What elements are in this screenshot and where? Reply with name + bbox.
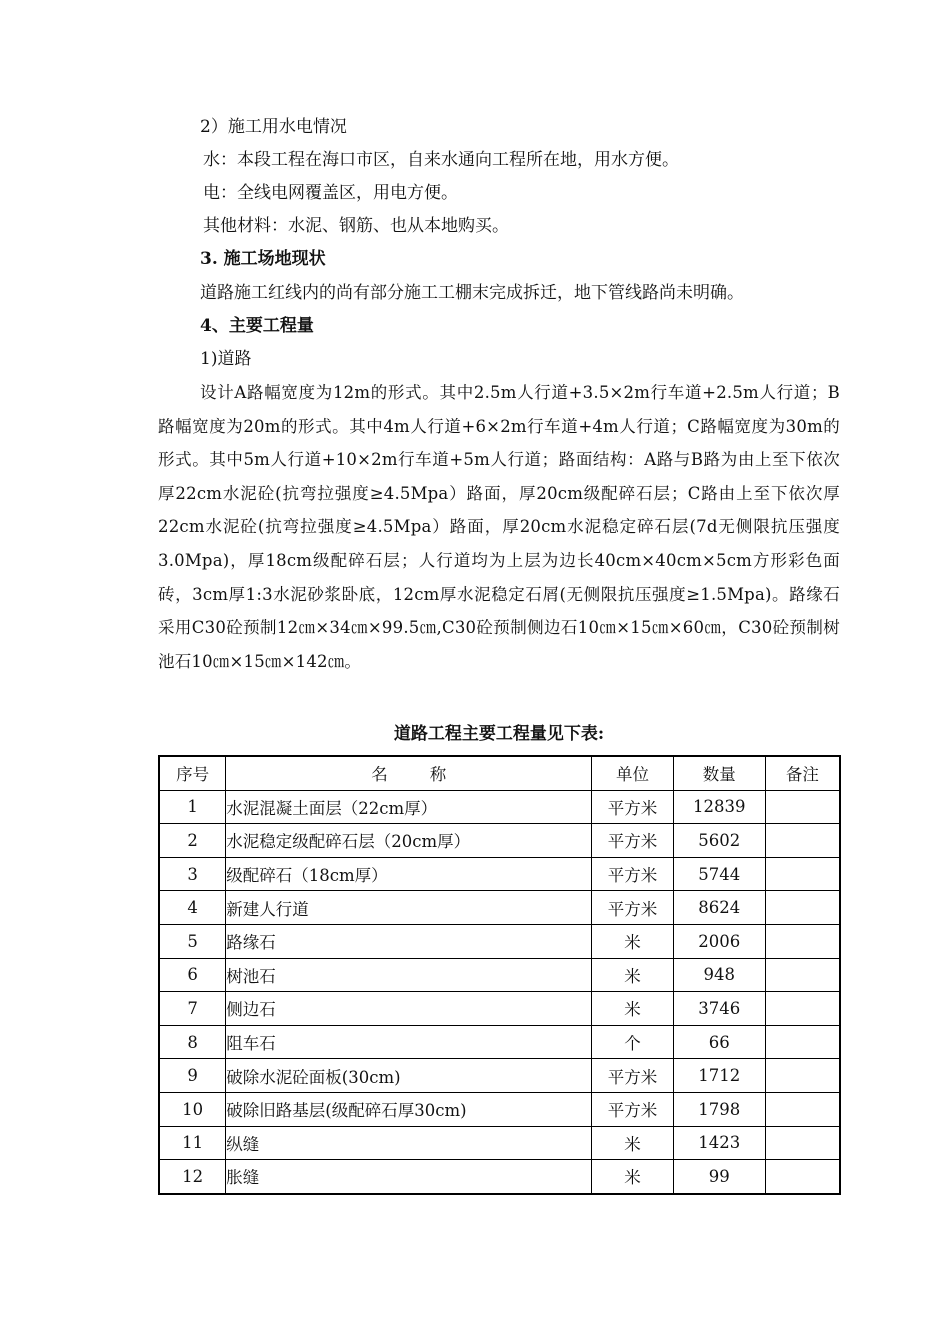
header-remark: 备注 <box>765 756 840 790</box>
header-unit: 单位 <box>592 756 674 790</box>
row-quantity-cell: 99 <box>673 1160 765 1194</box>
row-index-cell: 10 <box>159 1092 226 1126</box>
table-row <box>159 958 840 992</box>
row-quantity-cell: 66 <box>673 1025 765 1059</box>
row-index-cell: 9 <box>159 1059 226 1093</box>
row-quantity-cell: 5602 <box>673 824 765 858</box>
row-remark-cell <box>765 891 840 925</box>
table-body <box>159 790 840 1194</box>
row-remark-cell <box>765 992 840 1026</box>
row-unit-cell: 平方米 <box>592 857 674 891</box>
road-subheading: 1)道路 <box>200 349 252 369</box>
row-index-cell: 2 <box>159 824 226 858</box>
row-unit-cell: 米 <box>592 1126 674 1160</box>
row-name-cell: 水泥混凝土面层（22cm厚） <box>226 790 592 824</box>
row-quantity-cell: 1798 <box>673 1092 765 1126</box>
row-unit-cell: 米 <box>592 992 674 1026</box>
row-index-cell: 4 <box>159 891 226 925</box>
row-index-cell: 8 <box>159 1025 226 1059</box>
table-row <box>159 891 840 925</box>
row-unit-cell: 个 <box>592 1025 674 1059</box>
table-row <box>159 1092 840 1126</box>
site-status-heading: 3. 施工场地现状 <box>200 249 326 269</box>
row-remark-cell <box>765 1092 840 1126</box>
row-quantity-cell: 948 <box>673 958 765 992</box>
table-row <box>159 824 840 858</box>
row-remark-cell <box>765 958 840 992</box>
row-unit-cell: 米 <box>592 1160 674 1194</box>
quantities-table <box>158 755 841 1195</box>
row-remark-cell <box>765 1059 840 1093</box>
row-index-cell: 6 <box>159 958 226 992</box>
row-name-cell: 路缘石 <box>226 924 592 958</box>
row-remark-cell <box>765 857 840 891</box>
row-remark-cell <box>765 1025 840 1059</box>
header-index: 序号 <box>159 756 226 790</box>
row-unit-cell: 平方米 <box>592 1092 674 1126</box>
table-row <box>159 1126 840 1160</box>
row-quantity-cell: 12839 <box>673 790 765 824</box>
table-row <box>159 992 840 1026</box>
power-supply-text: 电：全线电网覆盖区，用电方便。 <box>203 183 458 203</box>
row-remark-cell <box>765 1126 840 1160</box>
row-name-cell: 水泥稳定级配碎石层（20cm厚） <box>226 824 592 858</box>
row-index-cell: 1 <box>159 790 226 824</box>
row-quantity-cell: 1423 <box>673 1126 765 1160</box>
row-name-cell: 侧边石 <box>226 992 592 1026</box>
row-name-cell: 阻车石 <box>226 1025 592 1059</box>
row-unit-cell: 平方米 <box>592 790 674 824</box>
row-index-cell: 11 <box>159 1126 226 1160</box>
table-caption: 道路工程主要工程量见下表: <box>393 724 605 744</box>
row-remark-cell <box>765 790 840 824</box>
row-name-cell: 新建人行道 <box>226 891 592 925</box>
row-remark-cell <box>765 824 840 858</box>
site-status-text: 道路施工红线内的尚有部分施工工棚末完成拆迁，地下管线路尚未明确。 <box>200 283 744 303</box>
row-unit-cell: 平方米 <box>592 824 674 858</box>
table-header-row <box>159 756 840 790</box>
row-remark-cell <box>765 924 840 958</box>
header-quantity: 数量 <box>673 756 765 790</box>
row-quantity-cell: 8624 <box>673 891 765 925</box>
other-materials-text: 其他材料：水泥、钢筋、也从本地购买。 <box>203 216 509 236</box>
row-name-cell: 破除水泥砼面板(30cm) <box>226 1059 592 1093</box>
header-name-label: 名称 <box>371 765 489 785</box>
header-name <box>226 756 592 790</box>
water-supply-text: 水：本段工程在海口市区，自来水通向工程所在地，用水方便。 <box>203 150 679 170</box>
road-design-paragraph: 设计A路幅宽度为12m的形式。其中2.5m人行道+3.5×2m行车道+2.5m人行道；B路幅宽度为20m的形式。其中4m人行道+6×2m行车道+4m人行道；C路幅宽度为30m的形式。其中5m人行道+10×2m行车道+5m人行道；路面结构：A路与B路为由上至下依次厚22cm水泥砼(抗弯拉强度≥4.5Mpa）路面，厚20cm级配碎石层；C路由上至下依次厚22cm水泥砼(抗弯拉强度≥4.5Mpa）路面，厚20cm水泥稳定碎石层(7d无侧限抗压强度3.0Mpa)，厚18cm级配碎石层；人行道均为上层为边长40cm×40cm×5cm方形彩色面砖，3cm厚1:3水泥砂浆卧底，12cm厚水泥稳定石屑(无侧限抗压强度≥1.5Mpa)。路缘石采用C30砼预制12㎝×34㎝×99.5㎝,C30砼预制侧边石10㎝×15㎝×60㎝，C30砼预制树池石10㎝×15㎝×142㎝。 <box>158 383 840 671</box>
row-index-cell: 7 <box>159 992 226 1026</box>
row-quantity-cell: 2006 <box>673 924 765 958</box>
row-index-cell: 5 <box>159 924 226 958</box>
table-row <box>159 790 840 824</box>
row-unit-cell: 平方米 <box>592 891 674 925</box>
row-name-cell: 级配碎石（18cm厚） <box>226 857 592 891</box>
table-row <box>159 1160 840 1194</box>
table-row <box>159 1059 840 1093</box>
row-quantity-cell: 3746 <box>673 992 765 1026</box>
row-unit-cell: 米 <box>592 924 674 958</box>
row-quantity-cell: 1712 <box>673 1059 765 1093</box>
row-index-cell: 3 <box>159 857 226 891</box>
row-name-cell: 纵缝 <box>226 1126 592 1160</box>
row-quantity-cell: 5744 <box>673 857 765 891</box>
table-row <box>159 924 840 958</box>
table-row <box>159 857 840 891</box>
row-unit-cell: 米 <box>592 958 674 992</box>
row-name-cell: 破除旧路基层(级配碎石厚30cm) <box>226 1092 592 1126</box>
row-name-cell: 树池石 <box>226 958 592 992</box>
water-power-heading: 2）施工用水电情况 <box>200 117 347 137</box>
table-row <box>159 1025 840 1059</box>
row-remark-cell <box>765 1160 840 1194</box>
row-index-cell: 12 <box>159 1160 226 1194</box>
row-name-cell: 胀缝 <box>226 1160 592 1194</box>
main-quantities-heading: 4、主要工程量 <box>200 316 314 336</box>
row-unit-cell: 平方米 <box>592 1059 674 1093</box>
